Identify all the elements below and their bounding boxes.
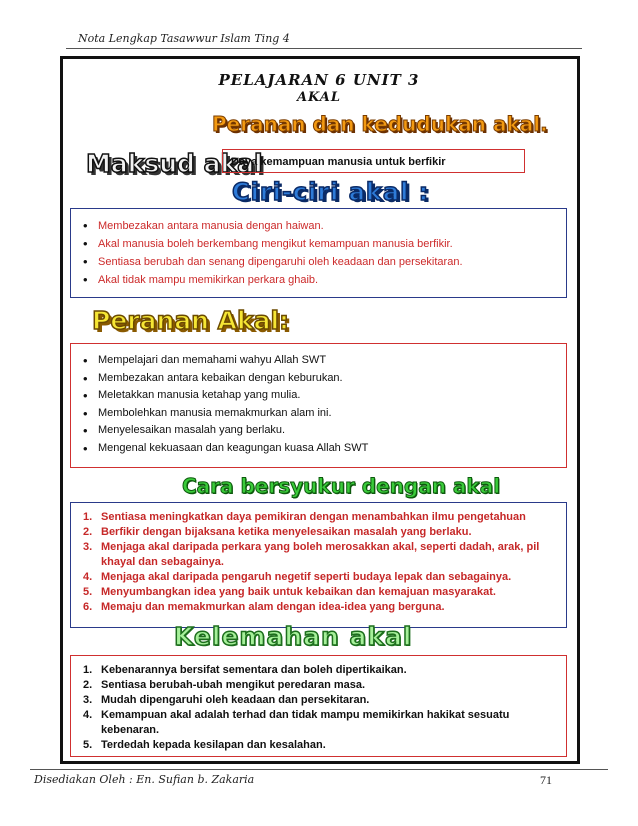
list-item: • Akal tidak mampu memikirkan perkara ghaib.: [83, 272, 319, 287]
ciri-akal-list: [71, 209, 566, 289]
item-number: 2.: [83, 679, 93, 691]
bullet-icon: •: [83, 353, 88, 368]
peranan-akal-list: [71, 344, 566, 457]
peranan-akal-box: [70, 343, 567, 468]
item-number: 6.: [83, 601, 93, 613]
item-number: 5.: [83, 739, 93, 751]
item-number: 1.: [83, 664, 93, 676]
list-item: 2. Berfikir dengan bijaksana ketika menyelesaikan masalah yang berlaku.: [83, 526, 472, 538]
bullet-icon: •: [83, 388, 88, 403]
ciri-akal-box: [70, 208, 567, 298]
item-number: 4.: [83, 571, 93, 583]
heading-maksud-akal: Maksud akal: [86, 149, 263, 178]
heading-cara-bersyukur: Cara bersyukur dengan akal: [182, 474, 501, 498]
list-item: • Akal manusia boleh berkembang mengikut kemampuan manusia berfikir.: [83, 236, 453, 251]
list-item: 5. Menyumbangkan idea yang baik untuk kebaikan dan kemajuan masyarakat.: [83, 586, 496, 598]
list-item: • Membezakan antara kebaikan dengan keburukan.: [83, 370, 343, 386]
item-number: 2.: [83, 526, 93, 538]
item-number: 3.: [83, 694, 93, 706]
item-number: 1.: [83, 511, 93, 523]
bullet-icon: •: [83, 218, 88, 233]
list-item: 3. Menjaga akal daripada perkara yang boleh merosakkan akal, seperti dadah, arak, pil khayal dan sebagainya.: [83, 541, 540, 568]
bullet-icon: •: [83, 440, 88, 456]
list-item: • Mengenal kekuasaan dan keagungan kuasa Allah SWT: [83, 440, 369, 456]
heading-peranan-kedudukan: Peranan dan kedudukan akal.: [212, 112, 548, 136]
heading-ciri-akal: Ciri-ciri akal :: [232, 178, 430, 206]
list-item: • Menyelesaikan masalah yang berlaku.: [83, 423, 286, 438]
bullet-icon: •: [83, 423, 88, 438]
list-item: 3. Mudah dipengaruhi oleh keadaan dan persekitaran.: [83, 694, 370, 706]
list-item: 4. Menjaga akal daripada pengaruh negetif seperti budaya lepak dan sebagainya.: [83, 571, 512, 583]
list-item: 1. Sentiasa meningkatkan daya pemikiran dengan menambahkan ilmu pengetahuan: [83, 511, 526, 523]
running-header: Nota Lengkap Tasawwur Islam Ting 4: [78, 32, 290, 45]
header-rule: [66, 48, 582, 49]
kelemahan-akal-list: [71, 656, 566, 753]
cara-bersyukur-list: [71, 503, 566, 615]
item-number: 4.: [83, 709, 93, 721]
list-item: • Membezakan antara manusia dengan haiwan.: [83, 218, 324, 233]
page-number: 71: [540, 773, 552, 787]
cara-bersyukur-box: [70, 502, 567, 628]
list-item: 1. Kebenarannya bersifat sementara dan boleh dipertikaikan.: [83, 664, 407, 676]
bullet-icon: •: [83, 254, 88, 269]
maksud-definition-box: Daya kemampuan manusia untuk berfikir: [222, 149, 525, 173]
bullet-icon: •: [83, 370, 88, 386]
list-item: 6. Memaju dan memakmurkan alam dengan idea-idea yang berguna.: [83, 601, 445, 613]
heading-peranan-akal: Peranan Akal:: [92, 306, 290, 335]
kelemahan-akal-box: [70, 655, 567, 757]
item-number: 5.: [83, 586, 93, 598]
list-item: • Membolehkan manusia memakmurkan alam ini.: [83, 405, 332, 421]
bullet-icon: •: [83, 405, 88, 421]
list-item: • Sentiasa berubah dan senang dipengaruhi oleh keadaan dan persekitaran.: [83, 254, 463, 269]
footer-author: Disediakan Oleh : En. Sufian b. Zakaria: [34, 773, 255, 786]
list-item: 4. Kemampuan akal adalah terhad dan tidak mampu memikirkan hakikat sesuatu kebenaran.: [83, 709, 510, 736]
list-item: • Mempelajari dan memahami wahyu Allah SWT: [83, 353, 327, 368]
heading-kelemahan-akal: Kelemahan akal: [174, 622, 413, 651]
list-item: • Meletakkan manusia ketahap yang mulia.: [83, 388, 301, 403]
item-number: 3.: [83, 541, 93, 553]
bullet-icon: •: [83, 236, 88, 251]
lesson-title: PELAJARAN 6 UNIT 3: [218, 71, 420, 89]
list-item: 5. Terdedah kepada kesilapan dan kesalahan.: [83, 739, 326, 751]
bullet-icon: •: [83, 272, 88, 287]
lesson-subtitle: AKAL: [296, 90, 342, 105]
footer-rule: [30, 769, 608, 770]
list-item: 2. Sentiasa berubah-ubah mengikut peredaran masa.: [83, 679, 366, 691]
